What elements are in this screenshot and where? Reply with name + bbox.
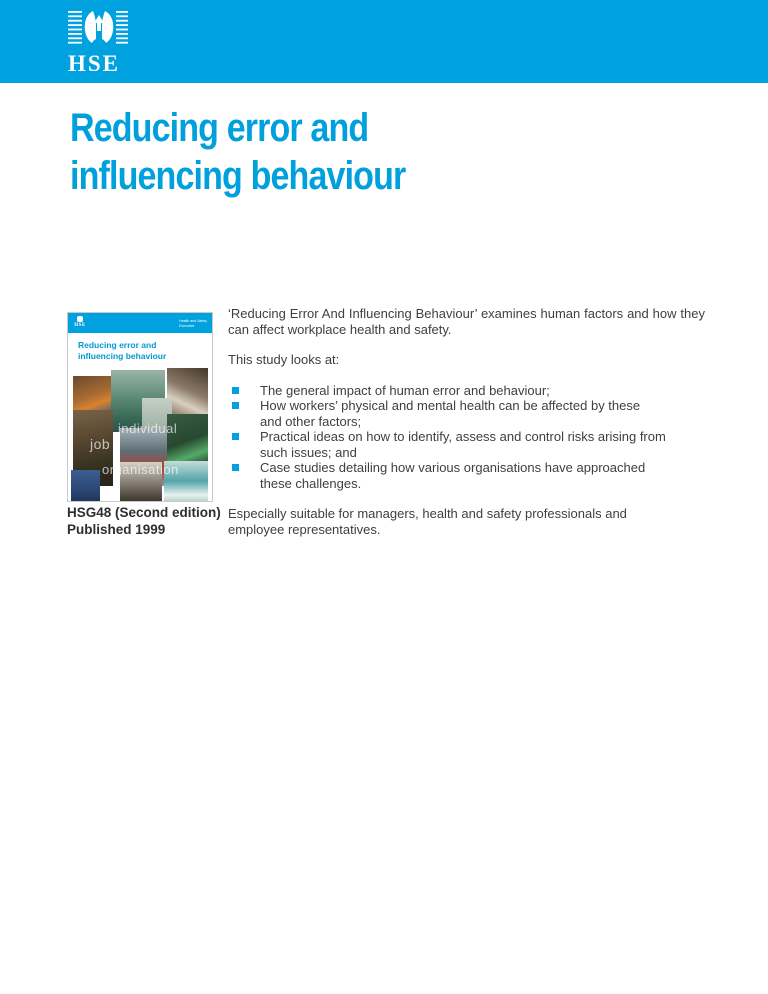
bullet-square-icon bbox=[232, 402, 239, 409]
bullet-text: such issues; and bbox=[260, 444, 357, 460]
publication-cover bbox=[67, 312, 213, 502]
bullet-item bbox=[228, 429, 705, 460]
cover-hse-logo bbox=[74, 316, 86, 328]
cover-title bbox=[68, 333, 212, 366]
hse-logo-text: HSE bbox=[68, 51, 121, 76]
description-column bbox=[228, 306, 705, 552]
bullet-text: How workers’ physical and mental health can be affected by these bbox=[260, 398, 641, 413]
audience-line2: employee representatives. bbox=[228, 521, 381, 537]
publication-published-date: Published 1999 bbox=[67, 521, 166, 537]
hse-logo bbox=[68, 9, 130, 76]
bullet-item bbox=[228, 398, 705, 429]
intro-paragraph: ‘Reducing Error And Influencing Behaviour’ examines human factors and how they can affect workplace health and safety. bbox=[228, 306, 705, 337]
cover-overlay-word-individual: individual bbox=[118, 421, 178, 436]
list-intro: This study looks at: bbox=[228, 352, 340, 367]
bullet-square-icon bbox=[232, 464, 239, 471]
cover-hse-emblem-icon bbox=[77, 316, 83, 322]
cover-header-band bbox=[68, 313, 212, 333]
audience-paragraph bbox=[228, 506, 705, 537]
bullet-item bbox=[228, 460, 705, 491]
cover-photo-worker-portrait bbox=[167, 368, 208, 418]
cover-publisher-text bbox=[179, 319, 207, 328]
bullet-text: and other factors; bbox=[260, 413, 362, 429]
bullet-text: these challenges. bbox=[260, 475, 362, 491]
cover-title-line1: Reducing error and bbox=[78, 340, 157, 350]
cover-photo-collage bbox=[68, 366, 212, 502]
bullet-square-icon bbox=[232, 433, 239, 440]
header-banner bbox=[0, 0, 768, 83]
cover-overlay-word-job: job bbox=[90, 436, 111, 452]
publication-reference: HSG48 (Second edition) bbox=[67, 505, 221, 520]
page-title-line2: influencing behaviour bbox=[70, 154, 406, 198]
bullet-item bbox=[228, 383, 705, 399]
cover-publisher-line1: Health and Safety bbox=[179, 319, 207, 323]
cover-hse-logo-text: HSE bbox=[74, 323, 86, 328]
bullet-text: The general impact of human error and behaviour; bbox=[260, 382, 550, 398]
cover-publisher-line2: Executive bbox=[179, 323, 195, 328]
study-topics-list bbox=[228, 383, 705, 492]
bullet-text: Case studies detailing how various organisations have approached bbox=[260, 460, 646, 475]
page-title-line1: Reducing error and bbox=[70, 106, 369, 150]
audience-line1: Especially suitable for managers, health and safety professionals and bbox=[228, 506, 627, 521]
cover-overlay-word-organisation: organisation bbox=[102, 462, 179, 477]
hse-logo-icon bbox=[68, 9, 128, 47]
cover-photo-blue-overalls bbox=[71, 470, 100, 501]
cover-title-line2: influencing behaviour bbox=[78, 350, 167, 361]
bullet-text: Practical ideas on how to identify, assess and control risks arising from bbox=[260, 429, 666, 444]
bullet-square-icon bbox=[232, 387, 239, 394]
page-title bbox=[70, 104, 405, 200]
publication-caption bbox=[67, 505, 221, 538]
